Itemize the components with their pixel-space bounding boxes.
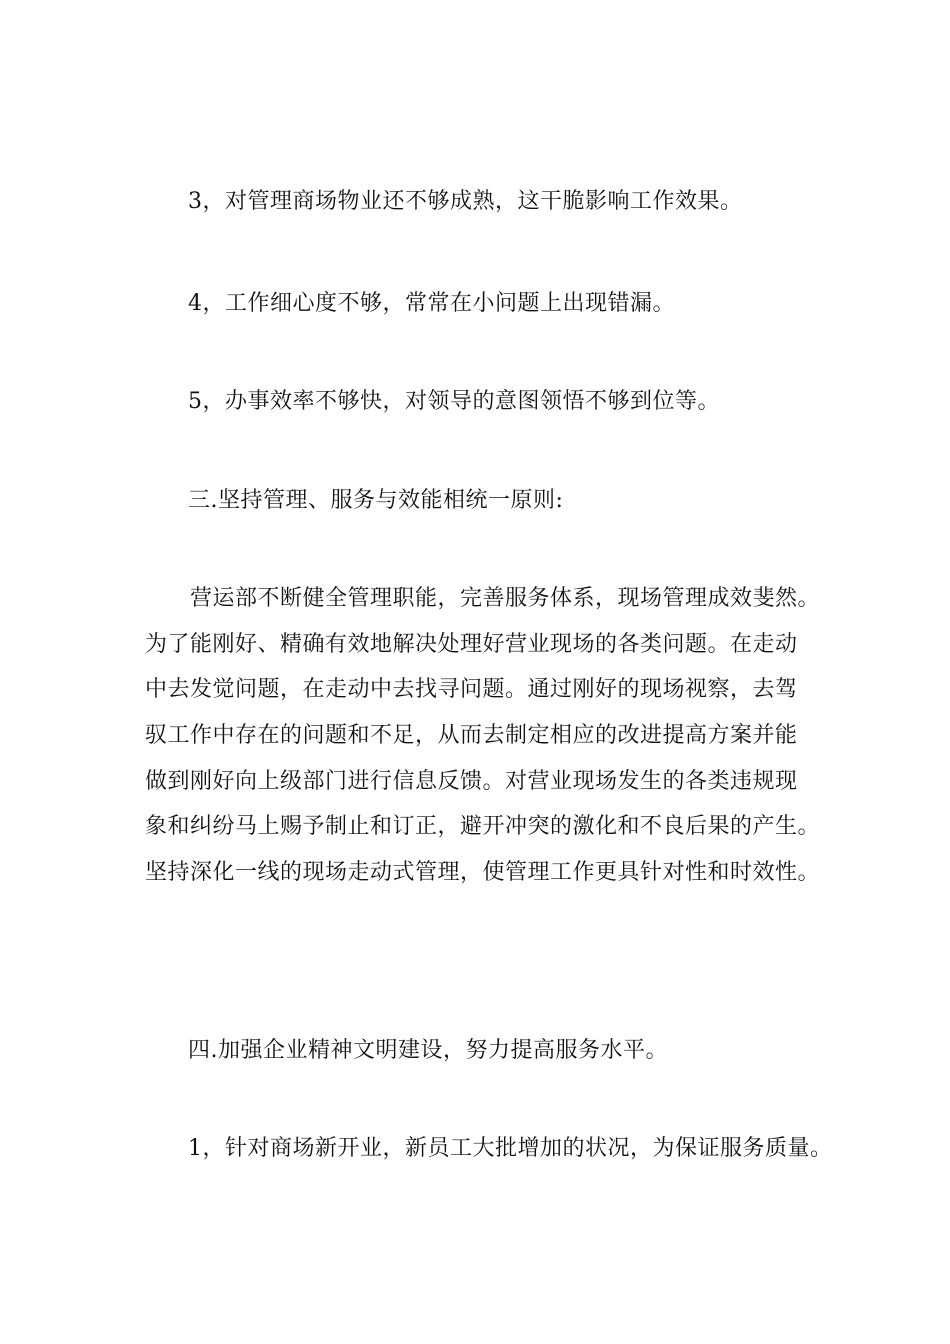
list-item-5: 5，办事效率不够快，对领导的意图领悟不够到位等。 (188, 389, 720, 414)
paragraph-line: 做到刚好向上级部门进行信息反馈。对营业现场发生的各类违规现 (145, 768, 798, 794)
list-item-4: 4，工作细心度不够，常常在小问题上出现错漏。 (188, 291, 675, 316)
paragraph-line: 为了能刚好、精确有效地解决处理好营业现场的各类问题。在走动 (145, 631, 798, 657)
section-four-heading: 四.加强企业精神文明建设，努力提高服务水平。 (188, 1038, 668, 1063)
paragraph-line: 坚持深化一线的现场走动式管理，使管理工作更具针对性和时效性。 (145, 860, 821, 886)
paragraph-line: 营运部不断健全管理职能，完善服务体系，现场管理成效斐然。 (190, 586, 821, 611)
paragraph-line: 中去发觉问题，在走动中去找寻问题。通过刚好的现场视察，去驾 (145, 677, 798, 703)
list-item-3: 3，对管理商场物业还不够成熟，这干脆影响工作效果。 (188, 189, 743, 214)
section-four-item-1: 1，针对商场新开业，新员工大批增加的状况，为保证服务质量。 (188, 1136, 833, 1161)
paragraph-line: 象和纠纷马上赐予制止和订正，避开冲突的激化和不良后果的产生。 (145, 814, 821, 840)
section-three-heading: 三.坚持管理、服务与效能相统一原则: (188, 488, 564, 513)
paragraph-line: 驭工作中存在的问题和不足，从而去制定相应的改进提高方案并能 (145, 723, 798, 749)
section-three-paragraph (145, 583, 835, 903)
